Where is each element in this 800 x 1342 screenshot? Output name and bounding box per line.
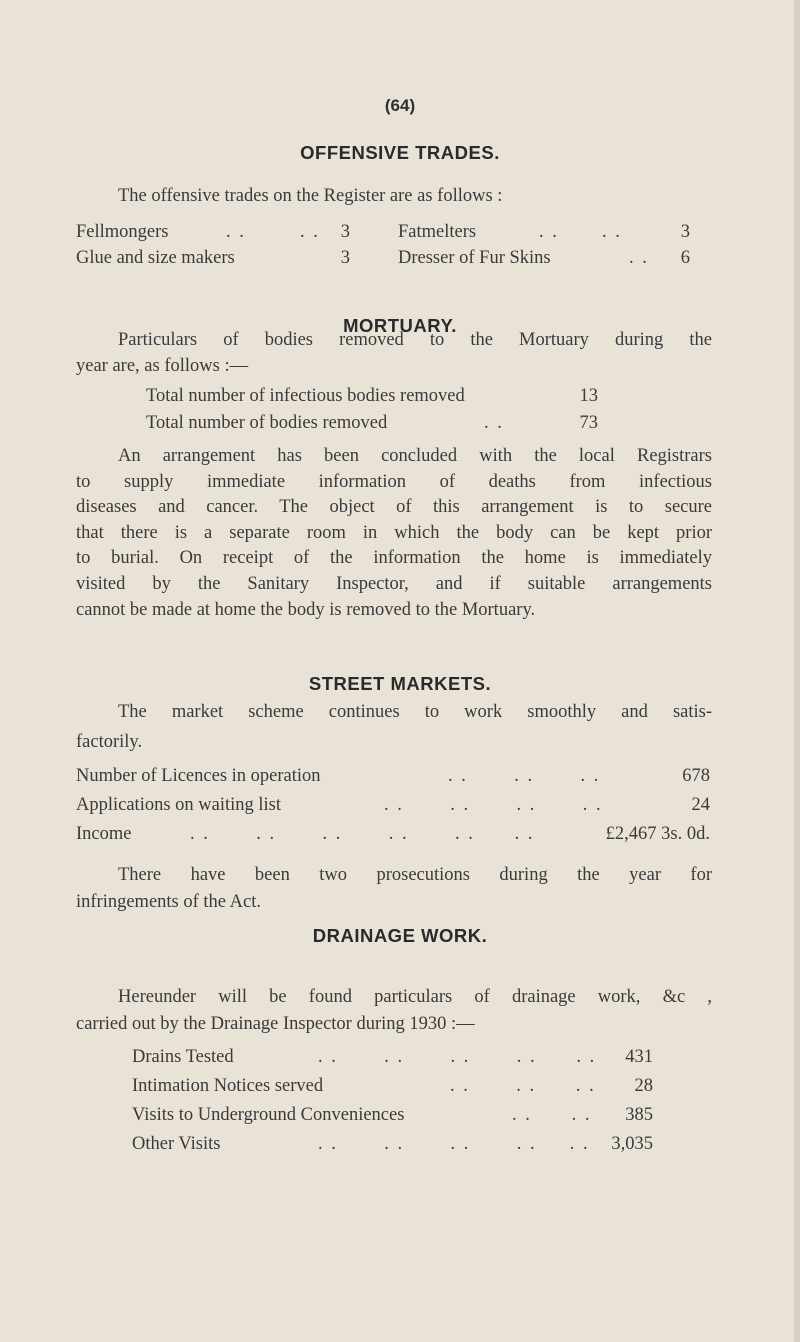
- markets-row-label: Applications on waiting list: [76, 795, 282, 815]
- paragraph-line: cannot be made at home the body is removed to the Mortuary.: [76, 599, 536, 620]
- offensive-item-value: 3: [340, 222, 350, 242]
- markets-paragraph: [76, 862, 712, 916]
- drainage-row-label: Other Visits: [132, 1134, 221, 1154]
- markets-row-value: 24: [691, 795, 710, 815]
- offensive-item-label: Glue and size makers: [76, 248, 235, 268]
- drainage-intro: [76, 984, 712, 1038]
- drainage-intro-line: carried out by the Drainage Inspector during 1930 :—: [76, 1014, 475, 1034]
- offensive-trades-heading: OFFENSIVE TRADES.: [300, 142, 500, 163]
- drainage-intro-line: Hereunder will be found particulars of drainage work, &c ,: [118, 987, 712, 1007]
- mortuary-row-label: Total number of bodies removed: [146, 413, 388, 433]
- markets-row-label: Income: [76, 824, 132, 844]
- offensive-item-value: 6: [680, 248, 690, 268]
- drainage-row-label: Visits to Underground Conveniences: [132, 1105, 405, 1125]
- markets-intro-line: factorily.: [76, 732, 143, 752]
- drainage-row-value: 385: [625, 1105, 653, 1125]
- drainage-row-label: Drains Tested: [132, 1047, 234, 1067]
- offensive-item-value: 3: [680, 222, 690, 242]
- paragraph-line: diseases and cancer. The object of this arrangement is to secure: [76, 497, 712, 518]
- leader-dots: . . . . . . . . . .: [318, 1047, 597, 1067]
- mortuary-row-value: 73: [579, 413, 598, 433]
- paragraph-line: There have been two prosecutions during the year for: [118, 865, 712, 885]
- paragraph-line: An arrangement has been concluded with the local Registrars: [118, 446, 712, 466]
- mortuary-intro-line: Particulars of bodies removed to the Mortuary during the: [118, 330, 712, 350]
- leader-dots: . .: [602, 222, 622, 242]
- drainage-row-value: 431: [625, 1047, 653, 1067]
- leader-dots: . .: [629, 248, 649, 268]
- markets-intro: [76, 697, 712, 757]
- leader-dots: . .: [539, 222, 559, 242]
- mortuary-paragraph: [76, 444, 712, 623]
- paragraph-line: visited by the Sanitary Inspector, and if suitable arrangements: [76, 573, 712, 594]
- mortuary-row-value: 13: [579, 386, 598, 406]
- leader-dots: . .: [300, 222, 320, 242]
- leader-dots: . . . . . . . .: [384, 795, 603, 815]
- paragraph-line: infringements of the Act.: [76, 892, 261, 912]
- mortuary-intro: [76, 327, 712, 379]
- markets-row-value: 678: [682, 766, 710, 786]
- paragraph-line: to supply immediate information of deaths from infectious: [76, 471, 712, 492]
- leader-dots: . . . .: [512, 1105, 592, 1125]
- drainage-row-value: 28: [634, 1076, 653, 1096]
- leader-dots: . . . . . .: [448, 766, 601, 786]
- leader-dots: . . . . . . . . . . . .: [190, 824, 535, 844]
- markets-intro-line: The market scheme continues to work smoothly and satis-: [118, 702, 712, 722]
- leader-dots: . .: [484, 413, 504, 433]
- street-markets-heading: STREET MARKETS.: [308, 673, 492, 694]
- page-number: (64): [384, 96, 416, 115]
- offensive-item-value: 3: [340, 248, 350, 268]
- offensive-item-label: Dresser of Fur Skins: [398, 248, 551, 268]
- leader-dots: . . . . . .: [450, 1076, 596, 1096]
- offensive-item-label: Fellmongers: [76, 222, 169, 242]
- drainage-row-label: Intimation Notices served: [132, 1076, 324, 1096]
- leader-dots: . . . . . . . . . .: [318, 1134, 590, 1154]
- mortuary-intro-line: year are, as follows :—: [76, 356, 249, 376]
- offensive-intro: The offensive trades on the Register are as follows :: [118, 186, 503, 206]
- mortuary-row-label: Total number of infectious bodies removed: [146, 386, 465, 406]
- paragraph-line: to burial. On receipt of the information the home is immediately: [76, 548, 712, 569]
- markets-row-value: £2,467 3s. 0d.: [605, 824, 710, 844]
- page-edge: [794, 0, 800, 1342]
- paragraph-line: that there is a separate room in which the body can be kept prior: [76, 522, 712, 543]
- mortuary-heading: MORTUARY.: [343, 315, 457, 336]
- drainage-work-heading: DRAINAGE WORK.: [312, 925, 488, 946]
- drainage-row-value: 3,035: [611, 1134, 653, 1154]
- offensive-item-label: Fatmelters: [398, 222, 477, 242]
- leader-dots: . .: [226, 222, 246, 242]
- markets-row-label: Number of Licences in operation: [76, 766, 321, 786]
